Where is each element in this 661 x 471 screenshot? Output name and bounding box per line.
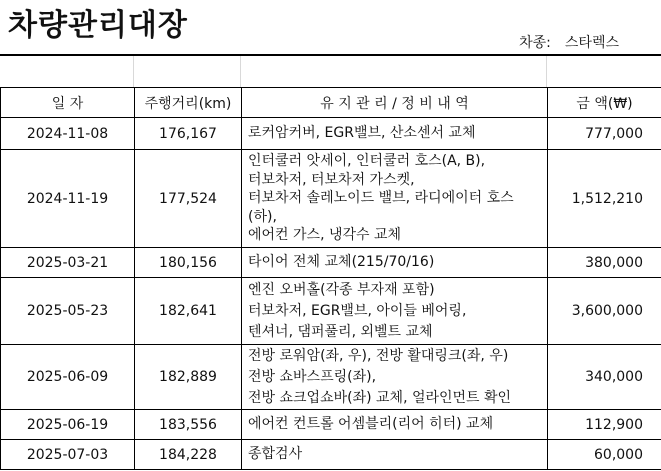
cell-amount: 3,600,000 (548, 278, 661, 345)
cell-mileage: 182,641 (135, 278, 242, 345)
cell-amount: 777,000 (548, 118, 661, 150)
cell-details (242, 278, 548, 345)
table-row (1, 440, 661, 470)
detail-line: 에어컨 가스, 냉각수 교체 (248, 227, 402, 244)
page-title: 차량관리대장 (8, 8, 188, 43)
table-row (1, 248, 661, 278)
cell-amount: 1,512,210 (548, 150, 661, 248)
cell-details (242, 248, 548, 278)
cell-amount: 112,900 (548, 410, 661, 440)
table-row (1, 345, 661, 410)
table-row (1, 150, 661, 248)
cell-amount: 340,000 (548, 345, 661, 410)
cell-details (242, 345, 548, 410)
blank-row-gridline (546, 56, 547, 87)
cell-amount: 60,000 (548, 440, 661, 470)
blank-row-gridline (240, 56, 241, 87)
table-row (1, 410, 661, 440)
detail-line: 에어컨 컨트롤 어셈블리(리어 히터) 교체 (248, 416, 494, 432)
table-header-row (1, 88, 661, 118)
detail-line: 전방 쇼크업쇼바(좌) 교체, 얼라인먼트 확인 (248, 389, 512, 406)
detail-line: 종합검사 (248, 446, 303, 462)
detail-line: 전방 쇼바스프링(좌), (248, 368, 377, 385)
column-header-amount: 금 액(₩) (548, 88, 661, 118)
detail-line: 전방 로워암(좌, 우), 전방 활대링크(좌, 우) (248, 347, 509, 364)
cell-mileage: 184,228 (135, 440, 242, 470)
detail-line: 터보차저, EGR밸브, 아이들 베어링, (248, 302, 467, 319)
table-row (1, 278, 661, 345)
detail-line: 로커암커버, EGR밸브, 산소센서 교체 (248, 125, 476, 141)
cell-date: 2025-06-19 (1, 410, 135, 440)
cell-amount: 380,000 (548, 248, 661, 278)
cell-details (242, 150, 548, 248)
detail-line: 터보차저, 터보차저 가스켓, (248, 171, 415, 188)
cell-date: 2024-11-08 (1, 118, 135, 150)
detail-line: 터보차저 솔레노이드 밸브, 라디에이터 호스 (248, 190, 514, 207)
cell-date: 2024-11-19 (1, 150, 135, 248)
column-header-details: 유 지 관 리 / 정 비 내 역 (242, 88, 548, 118)
table-row (1, 118, 661, 150)
cell-details (242, 440, 548, 470)
cell-details (242, 410, 548, 440)
blank-row (0, 56, 661, 87)
cell-mileage: 180,156 (135, 248, 242, 278)
detail-line: 텐셔너, 댐퍼풀리, 외벨트 교체 (248, 323, 433, 340)
cell-mileage: 182,889 (135, 345, 242, 410)
cell-mileage: 183,556 (135, 410, 242, 440)
detail-line: 타이어 전체 교체(215/70/16) (248, 254, 435, 270)
detail-line: 인터쿨러 앗세이, 인터쿨러 호스(A, B), (248, 153, 486, 170)
column-header-mileage: 주행거리(km) (135, 88, 242, 118)
cell-details (242, 118, 548, 150)
cell-date: 2025-07-03 (1, 440, 135, 470)
blank-row-gridline (133, 56, 134, 87)
cell-mileage: 176,167 (135, 118, 242, 150)
cell-date: 2025-03-21 (1, 248, 135, 278)
cell-date: 2025-05-23 (1, 278, 135, 345)
detail-line: 엔진 오버홀(각종 부자재 포함) (248, 281, 435, 298)
car-type-value: 스타렉스 (564, 35, 619, 51)
column-header-date: 일 자 (1, 88, 135, 118)
vehicle-log-table (0, 87, 661, 470)
cell-mileage: 177,524 (135, 150, 242, 248)
cell-date: 2025-06-09 (1, 345, 135, 410)
detail-line: (하), (248, 208, 277, 225)
car-type-label: 차종: (519, 35, 551, 51)
car-type (519, 34, 619, 52)
